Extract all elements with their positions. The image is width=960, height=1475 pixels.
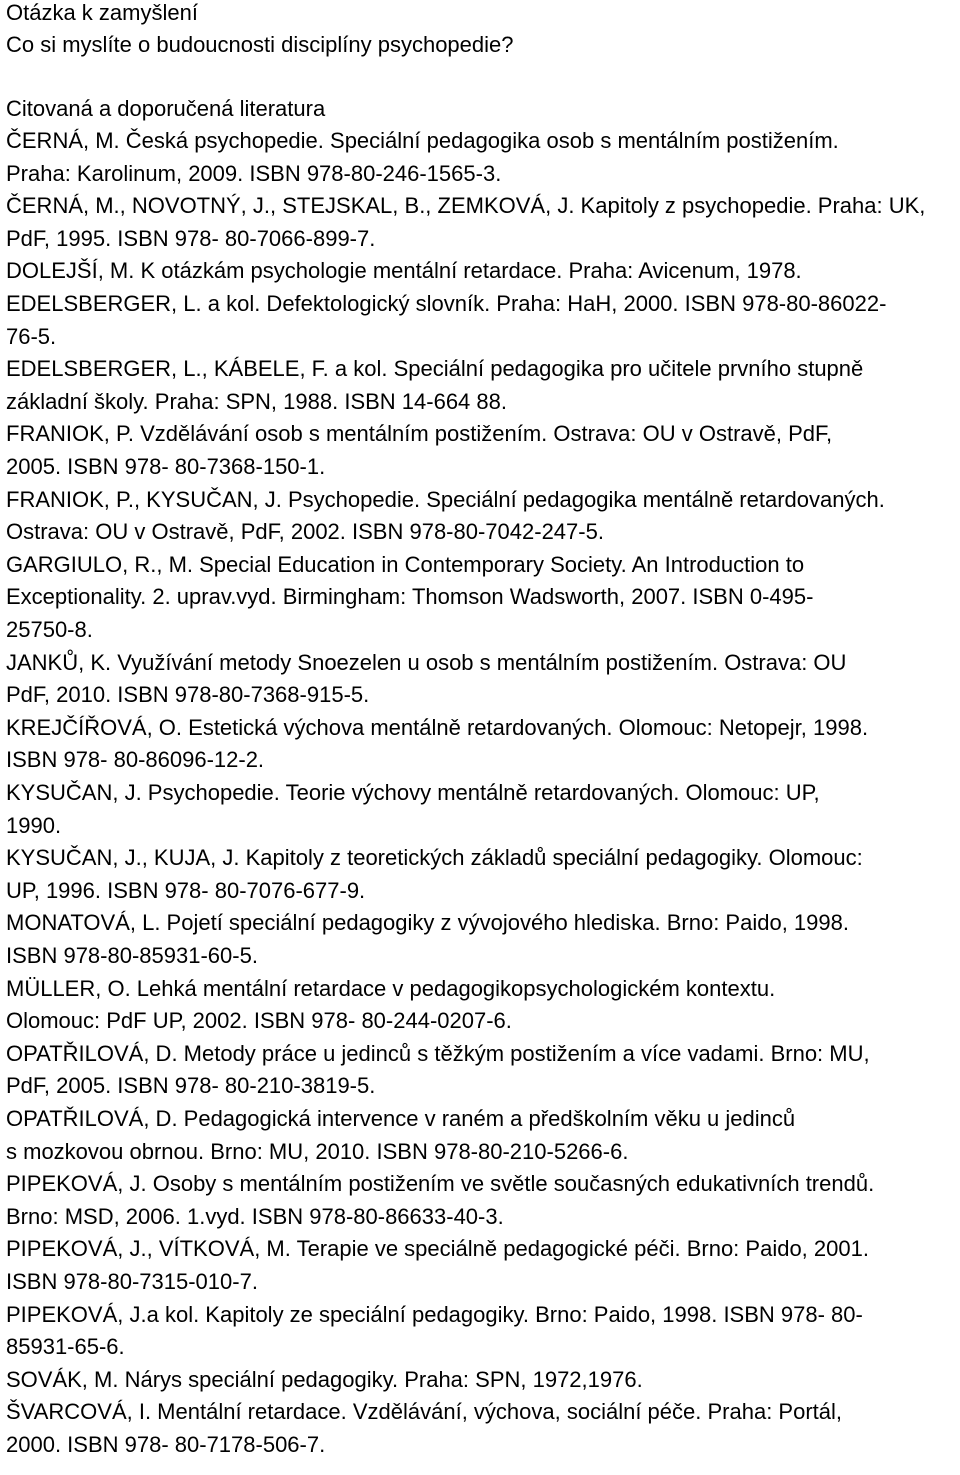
literature-line: UP, 1996. ISBN 978- 80-7076-677-9. bbox=[6, 877, 366, 903]
literature-line: ISBN 978-80-7315-010-7. bbox=[6, 1269, 258, 1294]
literature-line: 76-5. bbox=[6, 323, 57, 349]
literature-line: PdF, 2005. ISBN 978- 80-210-3819-5. bbox=[6, 1073, 376, 1099]
literature-line: základní školy. Praha: SPN, 1988. ISBN 14-664 88. bbox=[6, 388, 507, 414]
literature-line: JANKŮ, K. Využívání metody Snoezelen u osob s mentálním postižením. Ostrava: OU bbox=[6, 649, 847, 675]
literature-line: FRANIOK, P. Vzdělávání osob s mentálním postižením. Ostrava: OU v Ostravě, PdF, bbox=[6, 421, 833, 447]
question-text: Co si myslíte o budoucnosti disciplíny psychopedie? bbox=[6, 32, 514, 57]
literature-line: ČERNÁ, M. Česká psychopedie. Speciální pedagogika osob s mentálním postižením. bbox=[6, 128, 839, 153]
literature-line: Olomouc: PdF UP, 2002. ISBN 978- 80-244-0207-6. bbox=[6, 1008, 512, 1034]
literature-line: OPATŘILOVÁ, D. Pedagogická intervence v raném a předškolním věku u jedinců bbox=[6, 1106, 796, 1131]
literature-line: EDELSBERGER, L., KÁBELE, F. a kol. Speciální pedagogika pro učitele prvního stupně bbox=[6, 356, 864, 382]
literature-line: KYSUČAN, J., KUJA, J. Kapitoly z teoretických základů speciální pedagogiky. Olomouc: bbox=[6, 845, 863, 871]
literature-line: Exceptionality. 2. uprav.vyd. Birmingham: Thomson Wadsworth, 2007. ISBN 0-495- bbox=[6, 584, 814, 610]
literature-line: ŠVARCOVÁ, I. Mentální retardace. Vzdělávání, výchova, sociální péče. Praha: Portál, bbox=[6, 1399, 842, 1425]
question-heading: Otázka k zamyšlení bbox=[6, 0, 198, 25]
literature-line: PIPEKOVÁ, J., VÍTKOVÁ, M. Terapie ve speciálně pedagogické péči. Brno: Paido, 2001. bbox=[6, 1236, 869, 1262]
literature-line: 1990. bbox=[6, 812, 62, 838]
literature-line: Praha: Karolinum, 2009. ISBN 978-80-246-1565-3. bbox=[6, 160, 502, 186]
literature-line: PIPEKOVÁ, J. Osoby s mentálním postižením ve světle současných edukativních trendů. bbox=[6, 1171, 875, 1197]
literature-line: MONATOVÁ, L. Pojetí speciální pedagogiky z vývojového hlediska. Brno: Paido, 1998. bbox=[6, 910, 849, 936]
literature-line: MÜLLER, O. Lehká mentální retardace v pedagogikopsychologickém kontextu. bbox=[6, 975, 776, 1001]
literature-line: ISBN 978- 80-86096-12-2. bbox=[6, 747, 265, 773]
literature-line: 2005. ISBN 978- 80-7368-150-1. bbox=[6, 454, 326, 479]
literature-line: PIPEKOVÁ, J.a kol. Kapitoly ze speciální pedagogiky. Brno: Paido, 1998. ISBN 978- 80- bbox=[6, 1301, 863, 1327]
literature-line: EDELSBERGER, L. a kol. Defektologický slovník. Praha: HaH, 2000. ISBN 978-80-86022- bbox=[6, 291, 887, 316]
literature-line: OPATŘILOVÁ, D. Metody práce u jedinců s těžkým postižením a více vadami. Brno: MU, bbox=[6, 1040, 870, 1066]
literature-line: 85931-65-6. bbox=[6, 1334, 125, 1360]
literature-line: PdF, 1995. ISBN 978- 80-7066-899-7. bbox=[6, 225, 376, 251]
literature-line: FRANIOK, P., KYSUČAN, J. Psychopedie. Speciální pedagogika mentálně retardovaných. bbox=[6, 486, 885, 512]
literature-line: SOVÁK, M. Nárys speciální pedagogiky. Praha: SPN, 1972,1976. bbox=[6, 1366, 643, 1392]
literature-line: DOLEJŠÍ, M. K otázkám psychologie mentální retardace. Praha: Avicenum, 1978. bbox=[6, 258, 802, 284]
literature-heading: Citovaná a doporučená literatura bbox=[6, 96, 326, 121]
literature-line: Brno: MSD, 2006. 1.vyd. ISBN 978-80-86633-40-3. bbox=[6, 1203, 504, 1229]
literature-line: GARGIULO, R., M. Special Education in Contemporary Society. An Introduction to bbox=[6, 551, 805, 577]
literature-line: KREJČÍŘOVÁ, O. Estetická výchova mentálně retardovaných. Olomouc: Netopejr, 1998. bbox=[6, 714, 869, 740]
literature-line: s mozkovou obrnou. Brno: MU, 2010. ISBN 978-80-210-5266-6. bbox=[6, 1138, 629, 1164]
literature-line: 25750-8. bbox=[6, 617, 93, 642]
literature-line: PdF, 2010. ISBN 978-80-7368-915-5. bbox=[6, 682, 370, 708]
literature-line: Ostrava: OU v Ostravě, PdF, 2002. ISBN 978-80-7042-247-5. bbox=[6, 519, 604, 545]
literature-line: ČERNÁ, M., NOVOTNÝ, J., STEJSKAL, B., ZEMKOVÁ, J. Kapitoly z psychopedie. Praha: UK, bbox=[6, 193, 926, 219]
literature-line: KYSUČAN, J. Psychopedie. Teorie výchovy mentálně retardovaných. Olomouc: UP, bbox=[6, 780, 820, 805]
literature-line: 2000. ISBN 978- 80-7178-506-7. bbox=[6, 1432, 326, 1457]
literature-line: ISBN 978-80-85931-60-5. bbox=[6, 943, 258, 968]
